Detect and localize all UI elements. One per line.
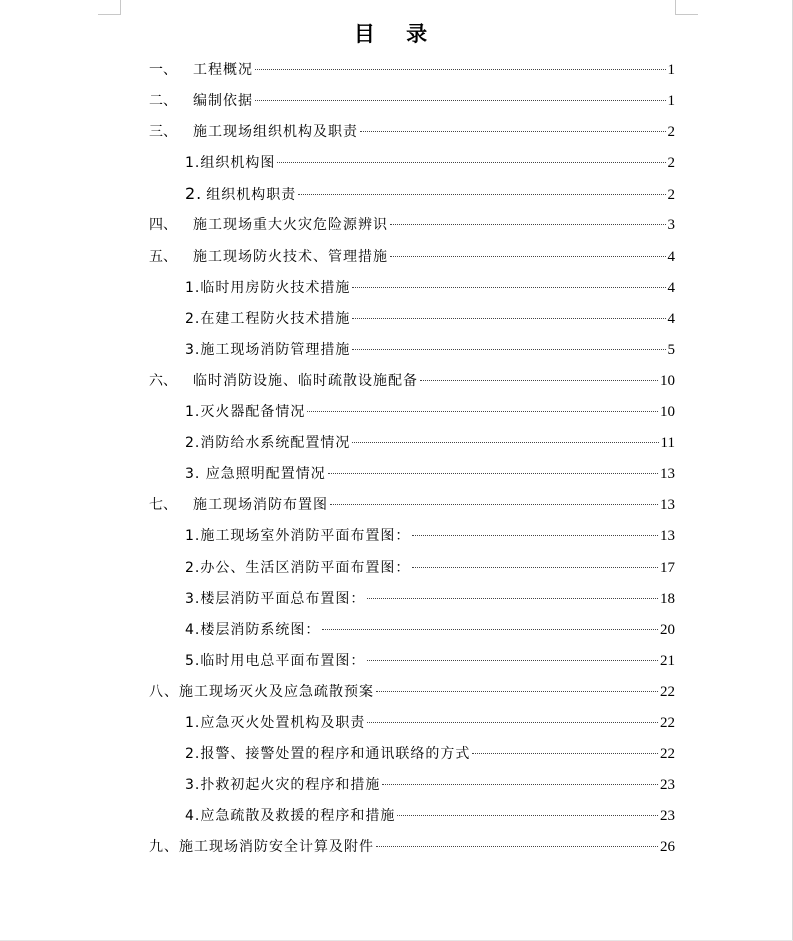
toc-page-number: 20 [660,621,675,638]
toc-dot-leader [412,567,658,568]
toc-entry-text: 施工现场组织机构及职责 [193,124,358,141]
toc-page-number: 21 [660,652,675,669]
toc-page-number: 4 [667,279,675,296]
toc-dot-leader [330,504,658,505]
toc-entry[interactable] [149,337,675,368]
toc-entry-label [185,772,380,798]
toc-dot-leader [390,256,666,257]
toc-page-number: 23 [660,777,675,794]
toc-dot-leader [367,722,658,723]
toc-entry-text: 2.消防给水系统配置情况 [185,435,351,452]
toc-entry-text: 3.扑救初起火灾的程序和措施 [185,777,381,794]
toc-entry-label [185,337,350,363]
toc-page-number: 11 [660,435,675,452]
toc-entry[interactable] [149,150,675,181]
toc-entry-label [185,181,296,208]
toc-dot-leader [298,194,665,195]
toc-page-number: 22 [660,714,675,731]
toc-entry-text: 九、施工现场消防安全计算及附件 [149,839,374,856]
toc-entry[interactable] [149,648,675,679]
toc-page-number: 3 [667,217,675,234]
toc-dot-leader [352,318,665,319]
toc-entry-label [185,523,410,549]
toc-page-number: 13 [660,497,675,514]
toc-entry-number: 七、 [149,497,177,514]
toc-entry-label [185,555,410,581]
toc-entry-text: 3. 应急照明配置情况 [185,466,326,483]
toc-dot-leader [328,473,658,474]
toc-page-number: 10 [660,372,675,389]
toc-dot-leader [376,691,658,692]
toc-entry[interactable] [149,492,675,523]
toc-entry-number: 二、 [149,93,177,110]
toc-entry-text: 2.报警、接警处置的程序和通讯联络的方式 [185,746,471,763]
toc-entry[interactable] [149,803,675,834]
toc-entry-label [149,212,388,238]
toc-page-number: 1 [667,62,675,78]
toc-entry-number: 五、 [149,248,177,265]
toc-entry-label [185,803,395,829]
crop-mark-top-left [98,0,121,15]
toc-page-number: 4 [667,248,675,265]
toc-entry-label [185,461,326,487]
toc-entry[interactable] [149,244,675,275]
toc-entry-label [149,368,418,394]
toc-entry-text: 临时消防设施、临时疏散设施配备 [193,372,418,389]
toc-entry[interactable] [149,834,675,865]
toc-entry[interactable] [149,523,675,554]
toc-entry-number: 六、 [149,372,177,389]
toc-page-number: 10 [660,404,675,421]
toc-dot-leader [352,442,658,443]
toc-entry-text: 5.临时用电总平面布置图： [185,652,366,669]
toc-entry-text: 1.灭火器配备情况 [185,404,306,421]
toc-dot-leader [277,162,665,163]
toc-dot-leader [352,287,665,288]
toc-entry-label [185,150,275,176]
toc-page-number: 22 [660,683,675,700]
toc-page-number: 23 [660,808,675,825]
toc-entry-text: 1.应急灭火处置机构及职责 [185,714,366,731]
toc-entry[interactable] [149,710,675,741]
toc-page-number: 26 [660,839,675,856]
toc-entry[interactable] [149,399,675,430]
toc-entry-label [185,617,320,643]
toc-dot-leader [397,815,658,816]
toc-entry-label [185,430,350,456]
toc-entry-text: 3.施工现场消防管理措施 [185,341,351,358]
toc-page-number: 1 [667,93,675,110]
toc-entry-text: 施工现场消防布置图 [193,497,328,514]
table-of-contents [149,57,675,865]
toc-entry[interactable] [149,679,675,710]
toc-entry[interactable] [149,430,675,461]
toc-dot-leader [420,380,658,381]
toc-entry[interactable] [149,461,675,492]
toc-page-number: 22 [660,746,675,763]
toc-entry-text: 4.应急疏散及救援的程序和措施 [185,808,396,825]
toc-page-number: 2 [667,155,675,172]
toc-entry[interactable] [149,586,675,617]
toc-dot-leader [412,535,658,536]
toc-entry-number: 一、 [149,62,177,78]
toc-entry-number: 2. [185,184,203,204]
toc-dot-leader [367,660,658,661]
toc-entry-text: 工程概况 [193,62,253,78]
toc-dot-leader [360,131,666,132]
toc-page-number: 13 [660,528,675,545]
toc-dot-leader [307,411,658,412]
toc-title: 目 录 [353,22,440,46]
toc-entry[interactable] [149,57,675,88]
toc-entry[interactable] [149,181,675,212]
toc-entry[interactable] [149,555,675,586]
toc-entry-text: 1.组织机构图 [185,155,276,172]
toc-entry-label [185,648,365,674]
toc-dot-leader [376,846,658,847]
toc-entry[interactable] [149,772,675,803]
toc-entry-label [185,275,350,301]
toc-entry-label [185,399,305,425]
toc-entry[interactable] [149,212,675,243]
toc-entry-text: 组织机构职责 [206,187,297,204]
toc-entry-label [185,710,365,736]
toc-entry-text: 2.办公、生活区消防平面布置图： [185,559,411,576]
toc-entry-number: 三、 [149,124,177,141]
toc-page-number: 5 [667,341,675,358]
toc-entry-text: 施工现场防火技术、管理措施 [193,248,388,265]
toc-entry[interactable] [149,306,675,337]
toc-entry-label [149,679,374,705]
toc-page-number: 17 [660,559,675,576]
toc-entry[interactable] [149,275,675,306]
toc-dot-leader [255,100,666,101]
toc-page-number: 2 [667,187,675,204]
toc-entry-label [149,834,374,860]
toc-dot-leader [322,629,658,630]
toc-entry[interactable] [149,119,675,150]
toc-dot-leader [255,69,666,70]
toc-entry-text: 八、施工现场灭火及应急疏散预案 [149,683,374,700]
toc-dot-leader [367,598,658,599]
toc-dot-leader [390,224,666,225]
toc-entry-label [149,119,358,145]
toc-entry-text: 编制依据 [193,93,253,110]
toc-dot-leader [352,349,665,350]
toc-entry-label [149,88,253,114]
toc-page-number: 13 [660,466,675,483]
toc-page-number: 2 [667,124,675,141]
toc-entry[interactable] [149,88,675,119]
toc-entry-label [185,741,470,767]
toc-entry-label [149,57,253,83]
toc-entry-label [185,306,350,332]
toc-entry-text: 2.在建工程防火技术措施 [185,310,351,327]
crop-mark-top-right [675,0,698,15]
toc-entry-number: 四、 [149,217,177,234]
toc-entry[interactable] [149,741,675,772]
toc-entry[interactable] [149,368,675,399]
toc-dot-leader [382,784,658,785]
toc-entry[interactable] [149,617,675,648]
toc-entry-text: 1.临时用房防火技术措施 [185,279,351,296]
toc-entry-label [185,586,365,612]
toc-page-number: 18 [660,590,675,607]
toc-entry-text: 4.楼层消防系统图： [185,621,321,638]
toc-entry-text: 1.施工现场室外消防平面布置图： [185,528,411,545]
toc-entry-text: 施工现场重大火灾危险源辨识 [193,217,388,234]
toc-entry-text: 3.楼层消防平面总布置图： [185,590,366,607]
toc-page-number: 4 [667,310,675,327]
toc-dot-leader [472,753,658,754]
toc-entry-label [149,492,328,518]
toc-entry-label [149,244,388,270]
